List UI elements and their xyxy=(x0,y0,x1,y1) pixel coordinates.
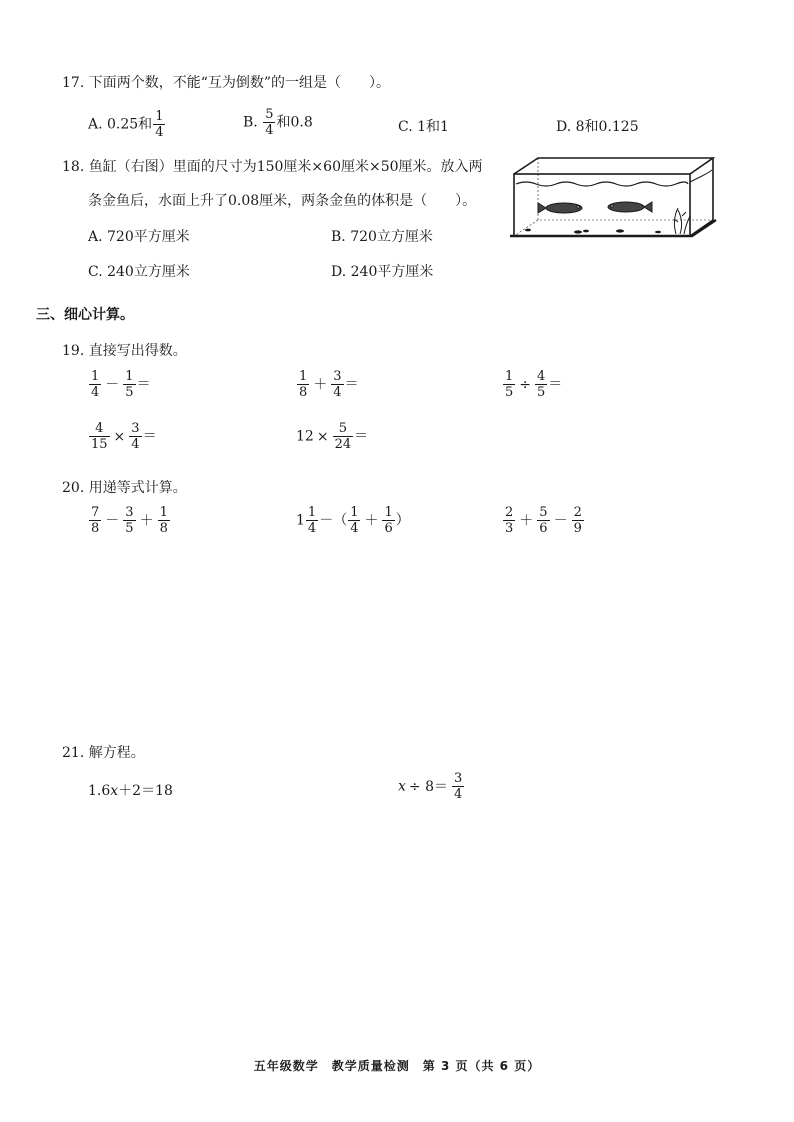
q20-expr-2: 1 $\frac{1}{4}$ －（ $\frac{1}{4}$ ＋ $\frac{1}{6}$ ） xyxy=(296,505,410,536)
q17-option-b-suffix: 和0.8 xyxy=(276,114,313,131)
q19-expr-3: $\frac{1}{5}$ ÷ $\frac{4}{5}$ ＝ xyxy=(505,369,563,400)
q18-option-a[interactable]: A. 720平方厘米 xyxy=(88,229,190,245)
q17-option-d[interactable]: D. 8和0.125 xyxy=(556,119,639,135)
q19-expr-4: $\frac{4}{15}$ × $\frac{3}{4}$ ＝ xyxy=(91,421,157,452)
q18-stem-line1: 18. 鱼缸（右图）里面的尺寸为150厘米×60厘米×50厘米。放入两 xyxy=(62,159,483,175)
q18-option-d[interactable]: D. 240平方厘米 xyxy=(331,264,434,280)
q21-equation-2: x ÷ 8＝ $\frac{3}{4}$ xyxy=(398,771,463,802)
q21-equation-1: 1.6x＋2＝18 xyxy=(88,783,173,799)
q20-stem: 20. 用递等式计算。 xyxy=(62,480,187,496)
page-footer: 五年级数学 教学质量检测 第 3 页（共 6 页） xyxy=(253,1059,541,1073)
q19-expr-1: $\frac{1}{4}$ － $\frac{1}{5}$ ＝ xyxy=(91,369,151,400)
section-3-title: 三、细心计算。 xyxy=(36,307,134,323)
q18-stem-line2: 条金鱼后，水面上升了0.08厘米，两条金鱼的体积是（ ）。 xyxy=(88,193,477,209)
q20-expr-1: $\frac{7}{8}$ － $\frac{3}{5}$ ＋ $\frac{1}{8}$ xyxy=(91,505,168,536)
q19-stem: 19. 直接写出得数。 xyxy=(62,343,187,359)
fish-icon xyxy=(538,203,582,213)
q17-option-a-text: A. 0.25和 xyxy=(88,116,153,133)
q21-stem: 21. 解方程。 xyxy=(62,745,145,761)
q17-option-c[interactable]: C. 1和1 xyxy=(398,119,449,135)
q20-expr-3: $\frac{2}{3}$ ＋ $\frac{5}{6}$ － $\frac{2}{9}$ xyxy=(505,505,582,536)
q19-expr-2: $\frac{1}{8}$ ＋ $\frac{3}{4}$ ＝ xyxy=(299,369,359,400)
q18-option-b[interactable]: B. 720立方厘米 xyxy=(331,229,433,245)
fraction: $\frac{1}{4}$ xyxy=(155,109,164,140)
fraction: $\frac{5}{4}$ xyxy=(265,107,274,138)
q17-option-b-text: B. xyxy=(243,114,263,131)
q17-option-b[interactable] xyxy=(243,108,313,137)
fish-icon xyxy=(608,202,652,212)
q18-option-c[interactable]: C. 240立方厘米 xyxy=(88,264,190,280)
q17-option-a[interactable] xyxy=(88,110,166,139)
fish-tank-illustration xyxy=(508,152,720,244)
q17-stem: 17. 下面两个数，不能“互为倒数”的一组是（ ）。 xyxy=(62,75,391,91)
q19-expr-5: 12 × $\frac{5}{24}$ ＝ xyxy=(296,421,369,452)
